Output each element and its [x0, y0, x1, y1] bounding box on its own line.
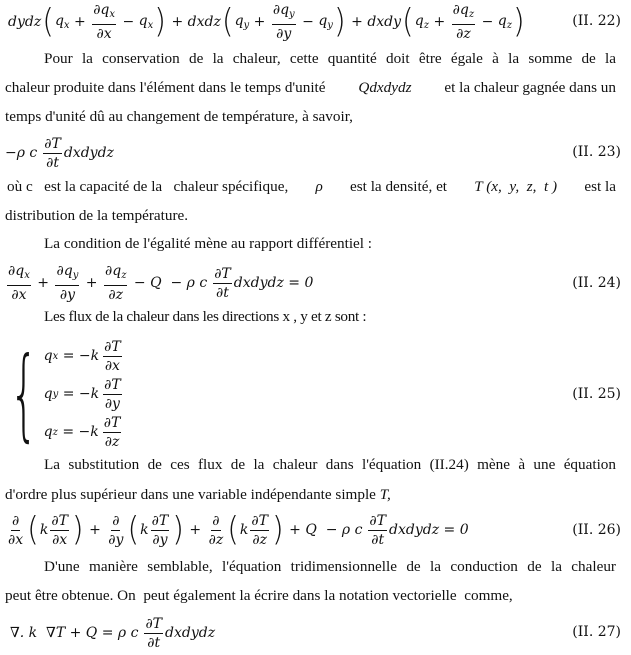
- fraction: $\frac{\partial q_z}{\partial z}$: [452, 2, 475, 42]
- paragraph-line: La substitution de ces flux de la chaleur dans l'équation (II.24) mène à une équation: [44, 456, 616, 473]
- paragraph-line: La condition de l'égalité mène au rapport différentiel :: [44, 235, 373, 252]
- text: est la densité, et: [350, 178, 448, 195]
- paragraph-line: temps d'unité dû au changement de température, à savoir,: [5, 108, 353, 125]
- paragraph-line: peut être obtenue. On peut également la écrire dans la notation vectorielle comme,: [5, 587, 513, 604]
- equation-number: (II. 24): [572, 275, 621, 291]
- inline-math: Qdxdydz: [358, 79, 412, 96]
- text: chaleur produite dans l'élément dans le temps d'unité: [5, 79, 326, 96]
- left-paren: (: [42, 2, 54, 41]
- fraction: $\frac{\partial q_x}{\partial x}$: [93, 2, 116, 42]
- fraction: $\frac{\partial q_y}{\partial y}$: [272, 2, 295, 42]
- inline-math: T,: [379, 486, 391, 503]
- equation-number: (II. 26): [572, 522, 621, 538]
- text: où c est la capacité de la chaleur spécifique,: [7, 178, 289, 195]
- equation-II-23: −ρ c $\frac{\partial T}{\partial t}$ dxdydz: [5, 135, 114, 171]
- inline-math: T (x, y, z, t ): [474, 178, 558, 195]
- equation-II-27: ∇. k ∇T + Q = ρ c $\frac{\partial T}{\partial t}$ dxdydz: [10, 615, 216, 651]
- paragraph-line: D'une manière semblable, l'équation tridimensionnelle de la conduction de la chaleur: [44, 558, 616, 575]
- paragraph-line: [5, 79, 616, 97]
- inline-math: ρ: [315, 178, 323, 195]
- equation-number: (II. 25): [572, 386, 621, 402]
- right-paren: ): [154, 2, 166, 41]
- equation-II-25: { q x = −k $\frac{\partial T}{\partial x}$ q y = −k $\frac{\partial T}{\partial y}$ q z = −k $\frac{\partial T}{\partial z}$: [9, 335, 121, 452]
- text: d'ordre plus supérieur dans une variable indépendante simple: [5, 486, 376, 503]
- equation-II-24: $\frac{\partial q_x}{\partial x}$ + $\frac{\partial q_y}{\partial y}$ + $\frac{\partial q_z}{\partial z}$ − Q − ρ c $\frac{\partial T}{\partial t}$ dxdydz = 0: [8, 263, 314, 303]
- paragraph-line: Les flux de la chaleur dans les directions x , y et z sont :: [44, 308, 367, 325]
- coef: dxdz: [187, 14, 221, 30]
- paragraph-line: [7, 178, 616, 196]
- left-brace: {: [9, 335, 39, 452]
- paragraph-line: [5, 486, 391, 504]
- text: est la: [584, 178, 616, 195]
- equation-II-26: $\frac{\partial}{\partial x}$ ( k $\frac{\partial T}{\partial x}$ ) + $\frac{\partial}{\partial y}$ ( k $\frac{\partial T}{\partial y}$ ) + $\frac{\partial}{\partial z}$ ( k $\frac{\partial T}{\partial z}$ ) + Q − ρ c $\frac{\partial T}{\partial t}$ dxdydz = 0: [8, 510, 469, 549]
- coef: dydz: [8, 14, 42, 30]
- paragraph-line: distribution de la température.: [5, 207, 189, 224]
- equation-number: (II. 27): [572, 624, 621, 640]
- equation-number: (II. 22): [572, 13, 621, 29]
- equation-number: (II. 23): [572, 144, 621, 160]
- coef: dxdy: [367, 14, 402, 30]
- q-term: $q_x$: [54, 13, 70, 31]
- paragraph-line: Pour la conservation de la chaleur, cette quantité doit être égale à la somme de la: [44, 50, 616, 67]
- equation-II-22: dydz ( $q_x$ + $\frac{\partial q_x}{\partial x}$ − $q_x$ ) + dxdz ( $q_y$ + $\frac{\partial q_y}{\partial y}$ − $q_y$ ) + dxdy ( $q_z$ + $\frac{\partial q_z}{\partial z}$ − $q_z$ ): [8, 2, 525, 42]
- text: et la chaleur gagnée dans un: [444, 79, 616, 96]
